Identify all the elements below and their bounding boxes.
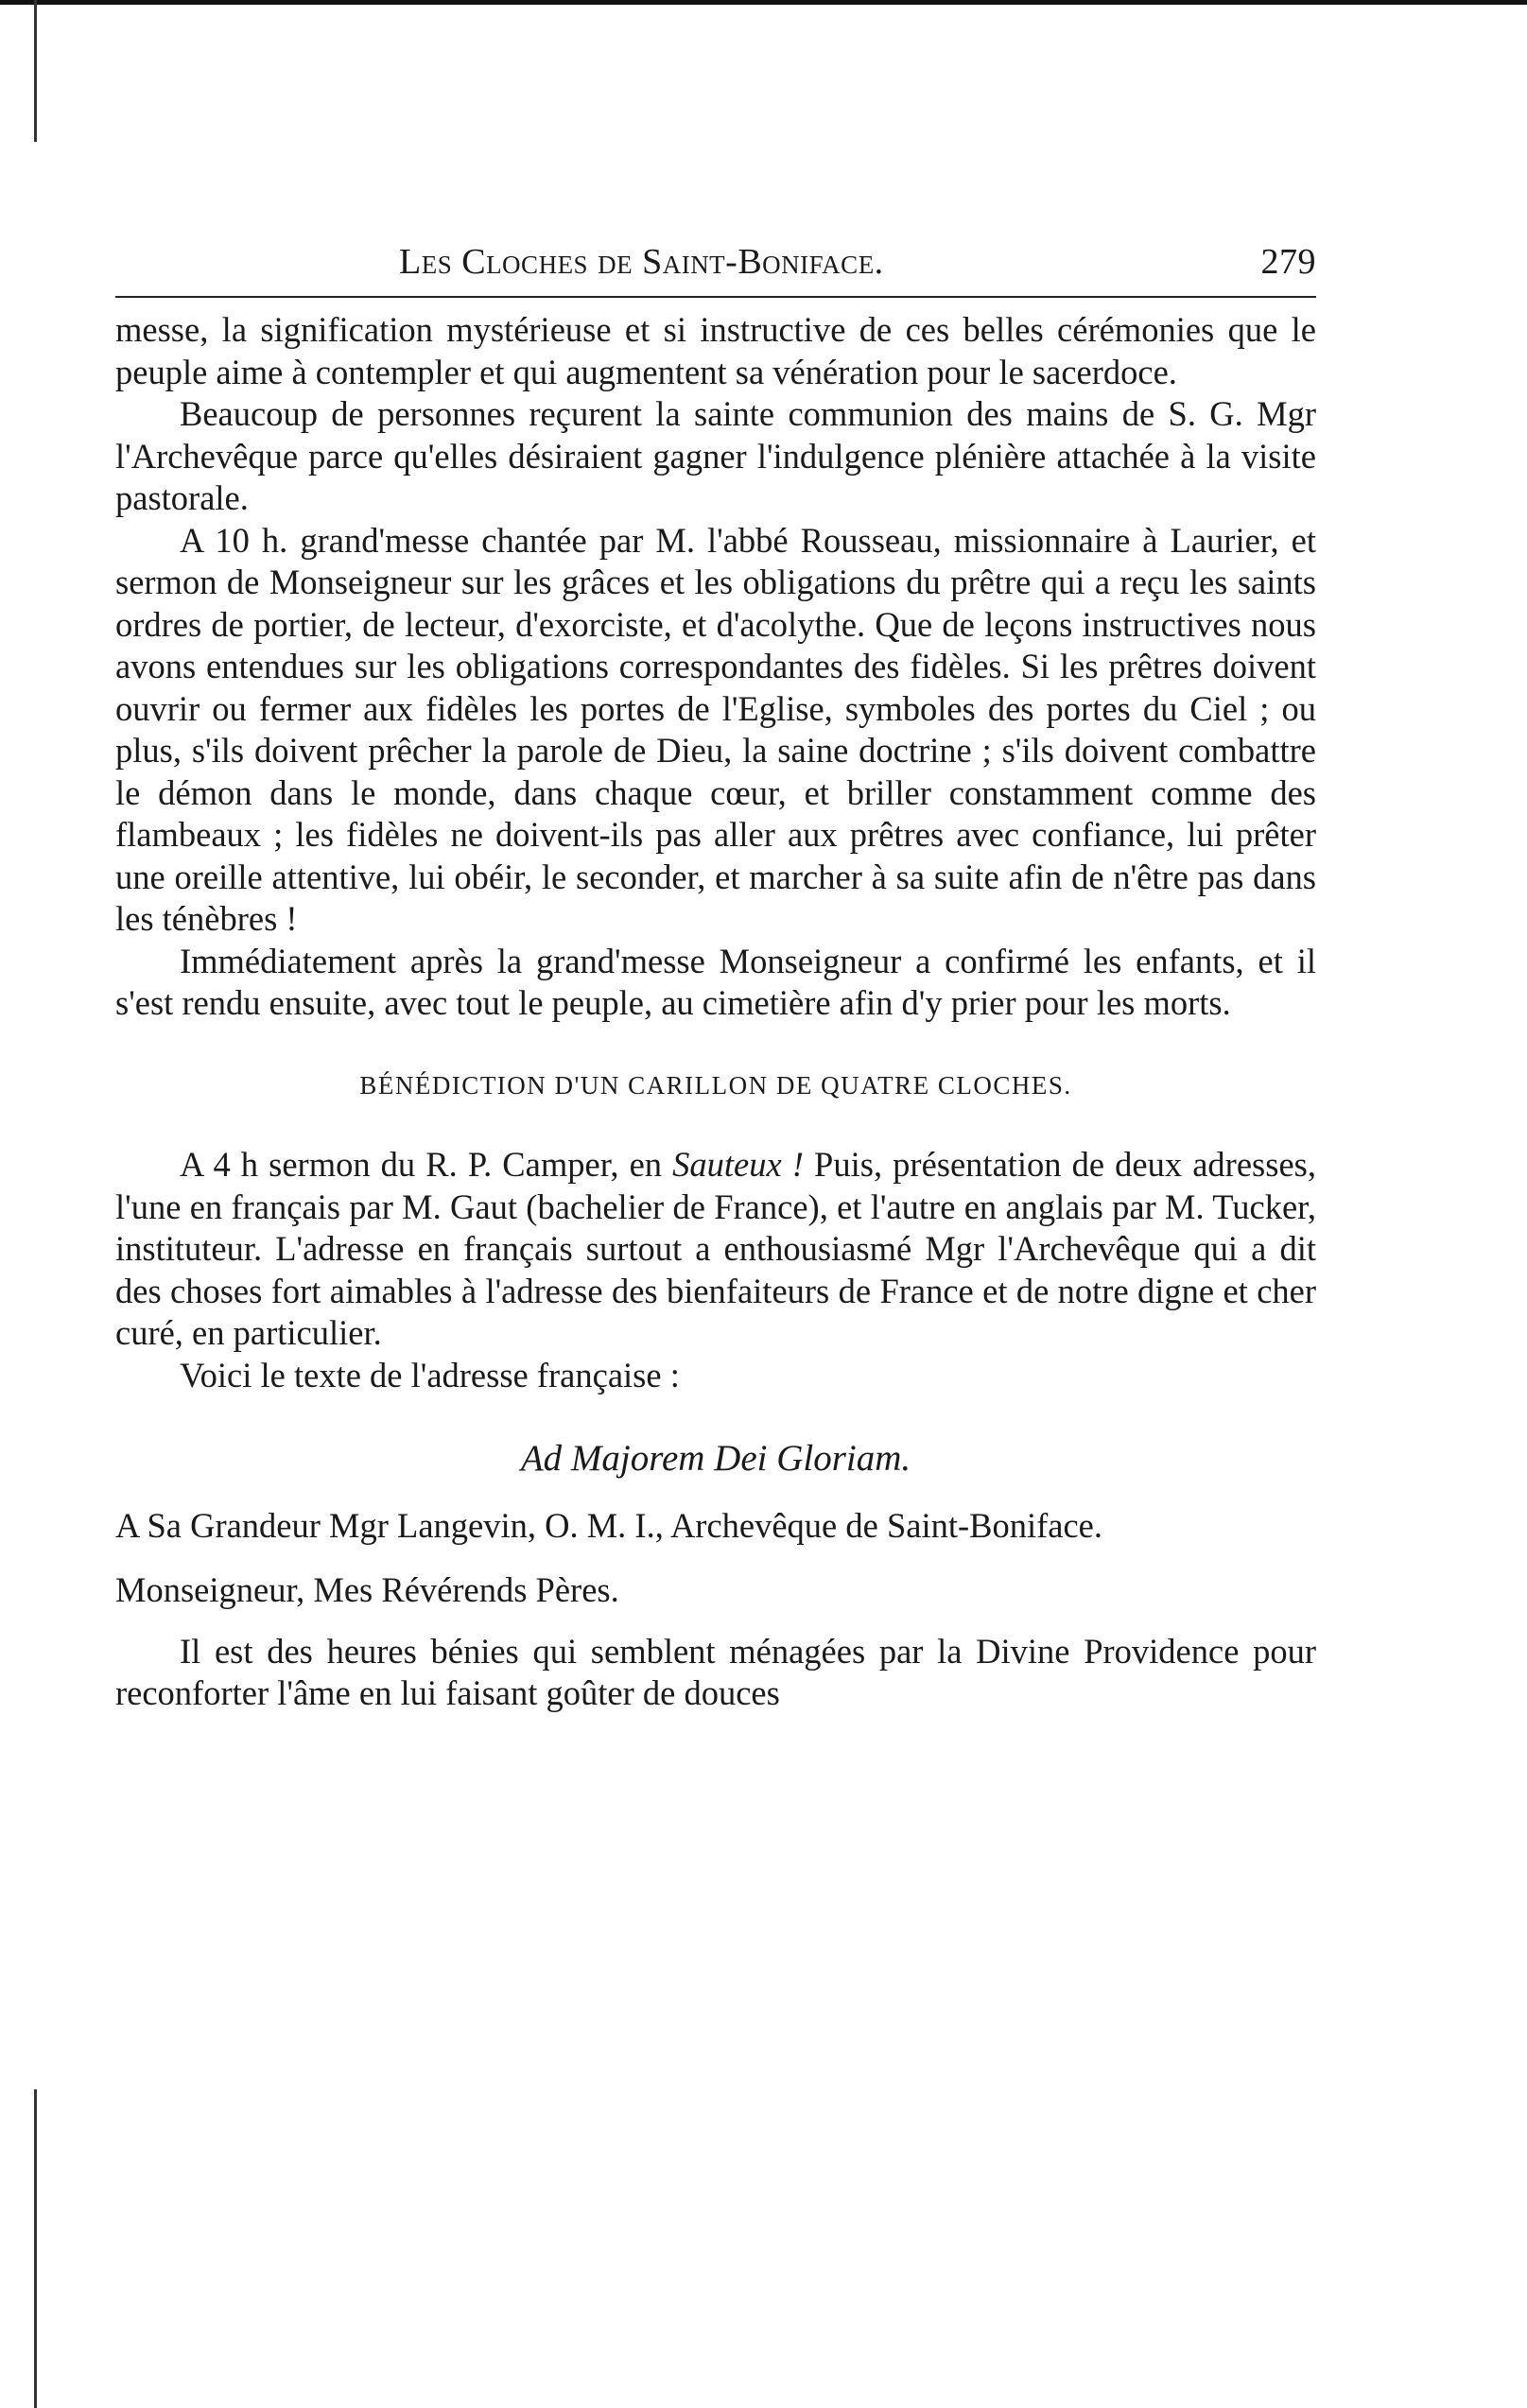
page-body	[115, 309, 1316, 1715]
paragraph: Immédiatement après la grand'messe Monseigneur a confirmé les enfants, et il s'est rendu ensuite, avec tout le peuple, au cimetière afin d'y prier pour les morts.	[115, 941, 1316, 1022]
running-header	[115, 241, 1316, 298]
top-border-rule	[0, 0, 1527, 5]
page-number: 279	[1260, 242, 1316, 282]
addressee: A Sa Grandeur Mgr Langevin, O. M. I., Archevêque de Saint-Boniface.	[115, 1505, 1103, 1545]
book-page	[115, 241, 1316, 1715]
motto: Ad Majorem Dei Gloriam.	[520, 1438, 911, 1479]
paragraph: A 10 h. grand'messe chantée par M. l'abbé Rousseau, missionnaire à Laurier, et sermon de Monseigneur sur les grâces et les obligations du prêtre qui a reçu les saints ordres de portier, de lecteur, d'exorciste, et d'acolythe. Que de leçons instructives nous avons entendues sur les obligations correspondantes des fidèles. Si les prêtres doivent ouvrir ou fermer aux fidèles les portes de l'Eglise, symboles des portes du Ciel ; ou plus, s'ils doivent prêcher la parole de Dieu, la saine doctrine ; s'ils doivent combattre le démon dans le monde, dans chaque cœur, et briller constamment comme des flambeaux ; les fidèles ne doivent-ils pas aller aux prêtres avec confiance, lui prêter une oreille attentive, lui obéir, le seconder, et marcher à sa suite afin de n'être pas dans les ténèbres !	[115, 520, 1316, 938]
scan-edge-mark	[34, 0, 37, 142]
section-title: BÉNÉDICTION D'UN CARILLON DE QUATRE CLOCHES.	[359, 1070, 1072, 1100]
paragraph: Beaucoup de personnes reçurent la sainte communion des mains de S. G. Mgr l'Archevêque parce qu'elles désiraient gagner l'indulgence plénière attachée à la visite pastorale.	[115, 394, 1316, 517]
running-title: Les Cloches de Saint-Boniface.	[399, 242, 884, 282]
scan-edge-mark	[34, 2089, 37, 2408]
salutation: Monseigneur, Mes Révérends Pères.	[115, 1570, 619, 1609]
paragraph: messe, la signification mystérieuse et si instructive de ces belles cérémonies que le peuple aime à contempler et qui augmentent sa vénération pour le sacerdoce.	[115, 310, 1316, 391]
paragraph-text: A 4 h sermon du R. P. Camper, en	[180, 1145, 673, 1184]
paragraph	[115, 1144, 1316, 1355]
italic-term: Sauteux !	[672, 1145, 804, 1184]
paragraph: Voici le texte de l'adresse française :	[180, 1355, 680, 1395]
paragraph: Il est des heures bénies qui semblent ménagées par la Divine Providence pour reconforter l'âme en lui faisant goûter de douces	[115, 1631, 1316, 1712]
paragraph-text: Puis, présentation de deux adresses, l'une en français par M. Gaut (bachelier de France), et l'autre en anglais par M. Tucker, instituteur. L'adresse en français surtout a enthousiasmé Mgr l'Archevêque qui a dit des choses fort aimables à l'adresse des bienfaiteurs de France et de notre digne et cher curé, en particulier.	[115, 1145, 1316, 1352]
